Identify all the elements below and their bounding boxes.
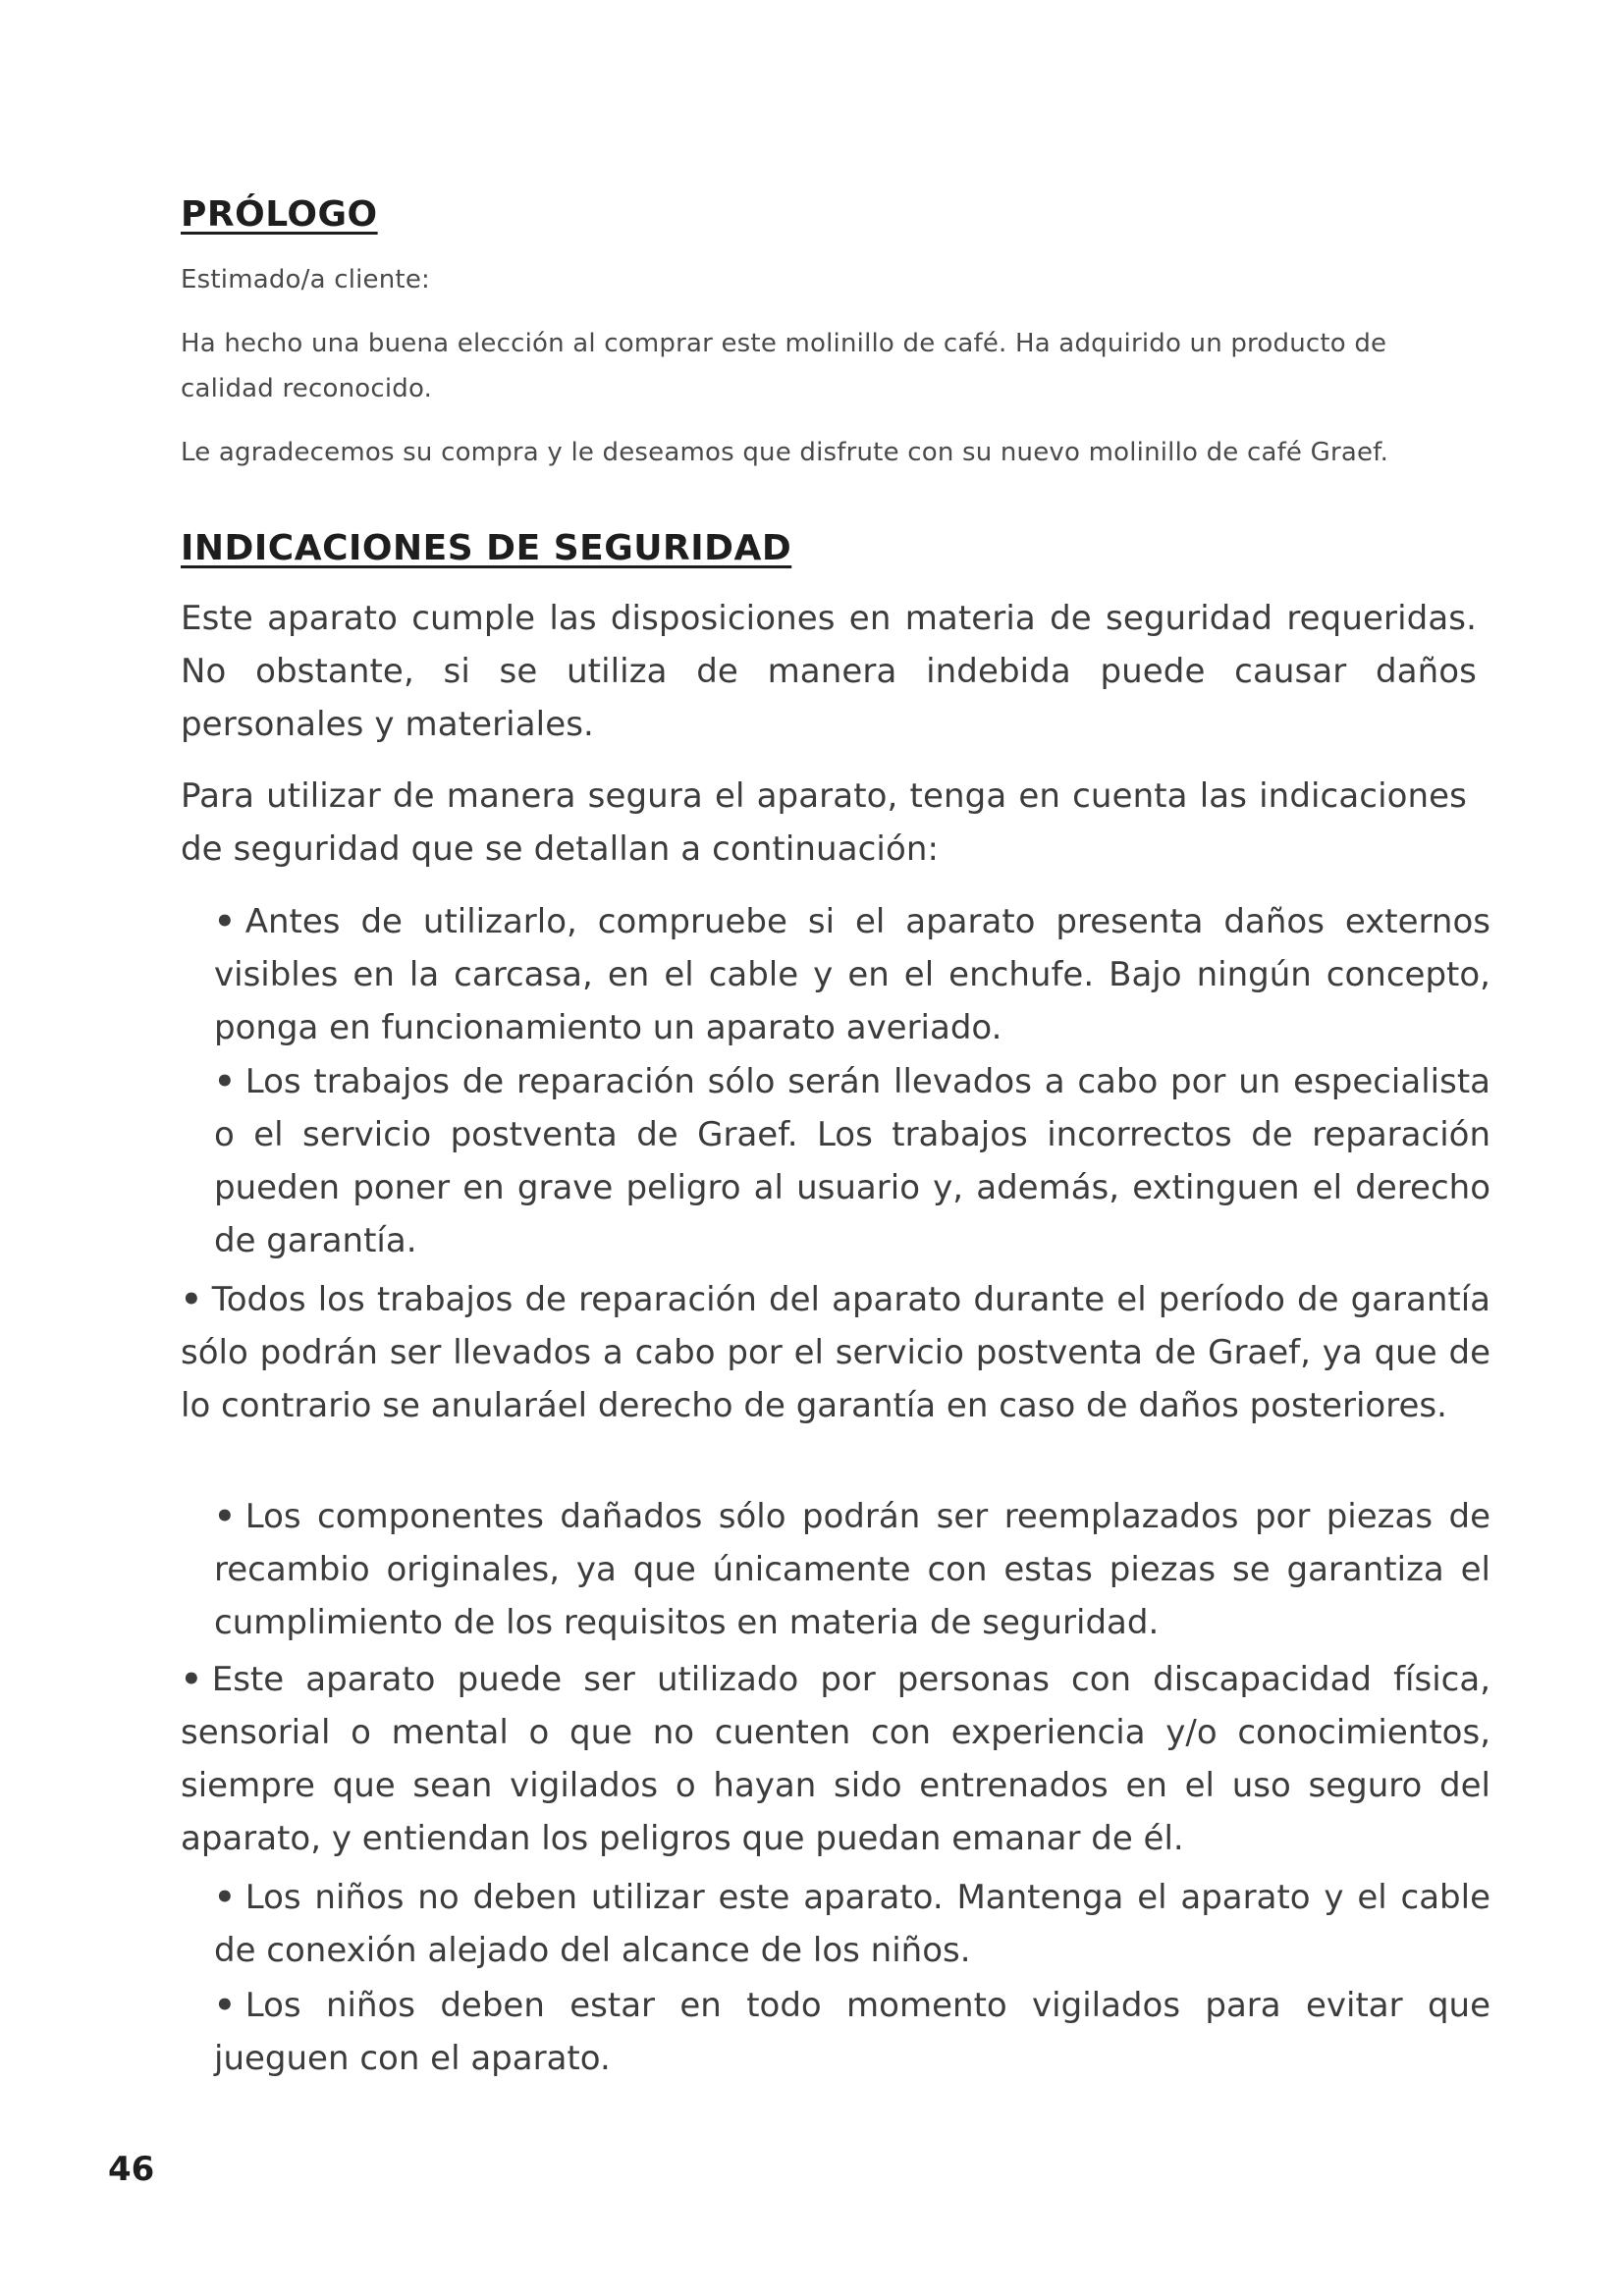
safety-item-text: Los trabajos de reparación sólo serán llevados a cabo por un especialista o el servicio postventa de Graef. Los trabajos incorrectos de reparación pueden poner en grave peligro al usuario y, además, extinguen el derecho de garantía. — [214, 1062, 1490, 1260]
safety-item-4 — [214, 1490, 1490, 1649]
bullet-icon: • — [214, 1062, 236, 1101]
safety-item-text: Los componentes dañados sólo podrán ser reemplazados por piezas de recambio originales, ya que únicamente con estas piezas se garantiza el cumplimiento de los requisitos en materia de seguridad. — [214, 1497, 1490, 1642]
safety-item-7 — [214, 1979, 1490, 2085]
bullet-icon: • — [181, 1660, 202, 1699]
safety-item-text: Antes de utilizarlo, compruebe si el aparato presenta daños externos visibles en la carcasa, en el cable y en el enchufe. Bajo ningún concepto, ponga en funcionamiento un aparato averiado. — [214, 902, 1490, 1047]
prologue-paragraph-1: Ha hecho una buena elección al comprar este molinillo de café. Ha adquirido un producto de calidad reconocido. — [181, 329, 1387, 403]
prologue-paragraph-2: Le agradecemos su compra y le deseamos que disfrute con su nuevo molinillo de café Graef. — [181, 438, 1389, 467]
page-number: 46 — [108, 2150, 155, 2189]
bullet-icon: • — [181, 1280, 202, 1319]
safety-item-text: Los niños deben estar en todo momento vigilados para evitar que jueguen con el aparato. — [214, 1986, 1490, 2078]
safety-item-text: Los niños no deben utilizar este aparato. Mantenga el aparato y el cable de conexión alejado del alcance de los niños. — [214, 1878, 1490, 1970]
safety-item-1 — [214, 895, 1490, 1054]
safety-item-5 — [181, 1653, 1490, 1865]
bullet-icon: • — [214, 1878, 236, 1917]
safety-item-text: Todos los trabajos de reparación del aparato durante el período de garantía sólo podrán ser llevados a cabo por el servicio postventa de Graef, ya que de lo contrario se anularáel derecho de garantía en caso de daños posteriores. — [181, 1280, 1490, 1425]
safety-item-6 — [214, 1871, 1490, 1977]
safety-item-2 — [214, 1055, 1490, 1267]
prologue-greeting: Estimado/a cliente: — [181, 265, 430, 294]
bullet-icon: • — [214, 1497, 236, 1536]
bullet-icon: • — [214, 1986, 236, 2025]
safety-intro-1: Este aparato cumple las disposiciones en materia de seguridad requeridas. No obstante, si se utiliza de manera indebida puede causar daños personales y materiales. — [181, 599, 1477, 744]
safety-intro-2: Para utilizar de manera segura el aparato, tenga en cuenta las indicaciones de seguridad que se detallan a continuación: — [181, 776, 1467, 869]
safety-heading: INDICACIONES DE SEGURIDAD — [181, 528, 792, 568]
safety-item-3 — [181, 1273, 1490, 1432]
safety-item-text: Este aparato puede ser utilizado por personas con discapacidad física, sensorial o mental o que no cuenten con experiencia y/o conocimientos, siempre que sean vigilados o hayan sido entrenados en el uso seguro del aparato, y entiendan los peligros que puedan emanar de él. — [181, 1660, 1490, 1858]
prologue-heading: PRÓLOGO — [181, 194, 378, 235]
bullet-icon: • — [214, 902, 236, 941]
